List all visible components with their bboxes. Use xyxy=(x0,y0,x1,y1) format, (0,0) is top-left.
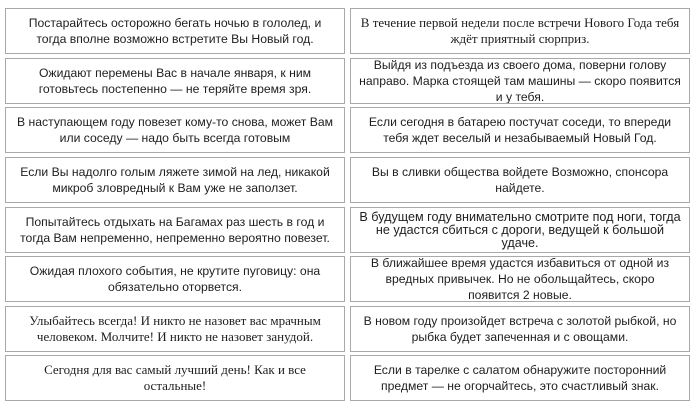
table-row xyxy=(5,207,690,253)
prediction-cell-left: Постарайтесь осторожно бегать ночью в гололед, и тогда вполне возможно встретите Вы Новый год. xyxy=(5,8,345,54)
prediction-cell-left: В наступающем году повезет кому-то снова, может Вам или соседу — надо быть всегда готовым xyxy=(5,107,345,153)
table-row xyxy=(5,306,690,352)
prediction-cell-right: В будущем году внимательно смотрите под ноги, тогда не удастся сбиться с дороги, ведущей к большой удаче. xyxy=(350,207,690,253)
table-row xyxy=(5,157,690,203)
prediction-cell-right: Вы в сливки общества войдете Возможно, спонсора найдете. xyxy=(350,157,690,203)
predictions-table xyxy=(5,8,690,401)
prediction-cell-right: В течение первой недели после встречи Нового Года тебя ждёт приятный сюрприз. xyxy=(350,8,690,54)
table-row xyxy=(5,355,690,401)
prediction-cell-right: В новом году произойдет встреча с золотой рыбкой, но рыбка будет запеченная и с овощами. xyxy=(350,306,690,352)
prediction-cell-right: Если в тарелке с салатом обнаружите посторонний предмет — не огорчайтесь, это счастливый знак. xyxy=(350,355,690,401)
prediction-cell-left: Ожидая плохого события, не крутите пуговицу: она обязательно оторвется. xyxy=(5,256,345,302)
prediction-cell-left: Если Вы надолго голым ляжете зимой на лед, никакой микроб зловредный к Вам уже не заползет. xyxy=(5,157,345,203)
prediction-cell-left: Сегодня для вас самый лучший день! Как и все остальные! xyxy=(5,355,345,401)
prediction-cell-left: Ожидают перемены Вас в начале января, к ним готовьтесь постепенно — не теряйте время зря. xyxy=(5,58,345,104)
table-row xyxy=(5,107,690,153)
prediction-cell-right: Выйдя из подъезда из своего дома, поверни голову направо. Марка стоящей там машины — скоро появится и у тебя. xyxy=(350,58,690,104)
table-row xyxy=(5,8,690,54)
prediction-cell-left: Улыбайтесь всегда! И никто не назовет вас мрачным человеком. Молчите! И никто не назовет занудой. xyxy=(5,306,345,352)
prediction-cell-left: Попытайтесь отдыхать на Багамах раз шесть в год и тогда Вам непременно, непременно вероятно повезет. xyxy=(5,207,345,253)
table-row xyxy=(5,58,690,104)
prediction-cell-right: Если сегодня в батарею постучат соседи, то впереди тебя ждет веселый и незабываемый Новый Год. xyxy=(350,107,690,153)
table-row xyxy=(5,256,690,302)
prediction-cell-right: В ближайшее время удастся избавиться от одной из вредных привычек. Но не обольщайтесь, скоро появится 2 новые. xyxy=(350,256,690,302)
